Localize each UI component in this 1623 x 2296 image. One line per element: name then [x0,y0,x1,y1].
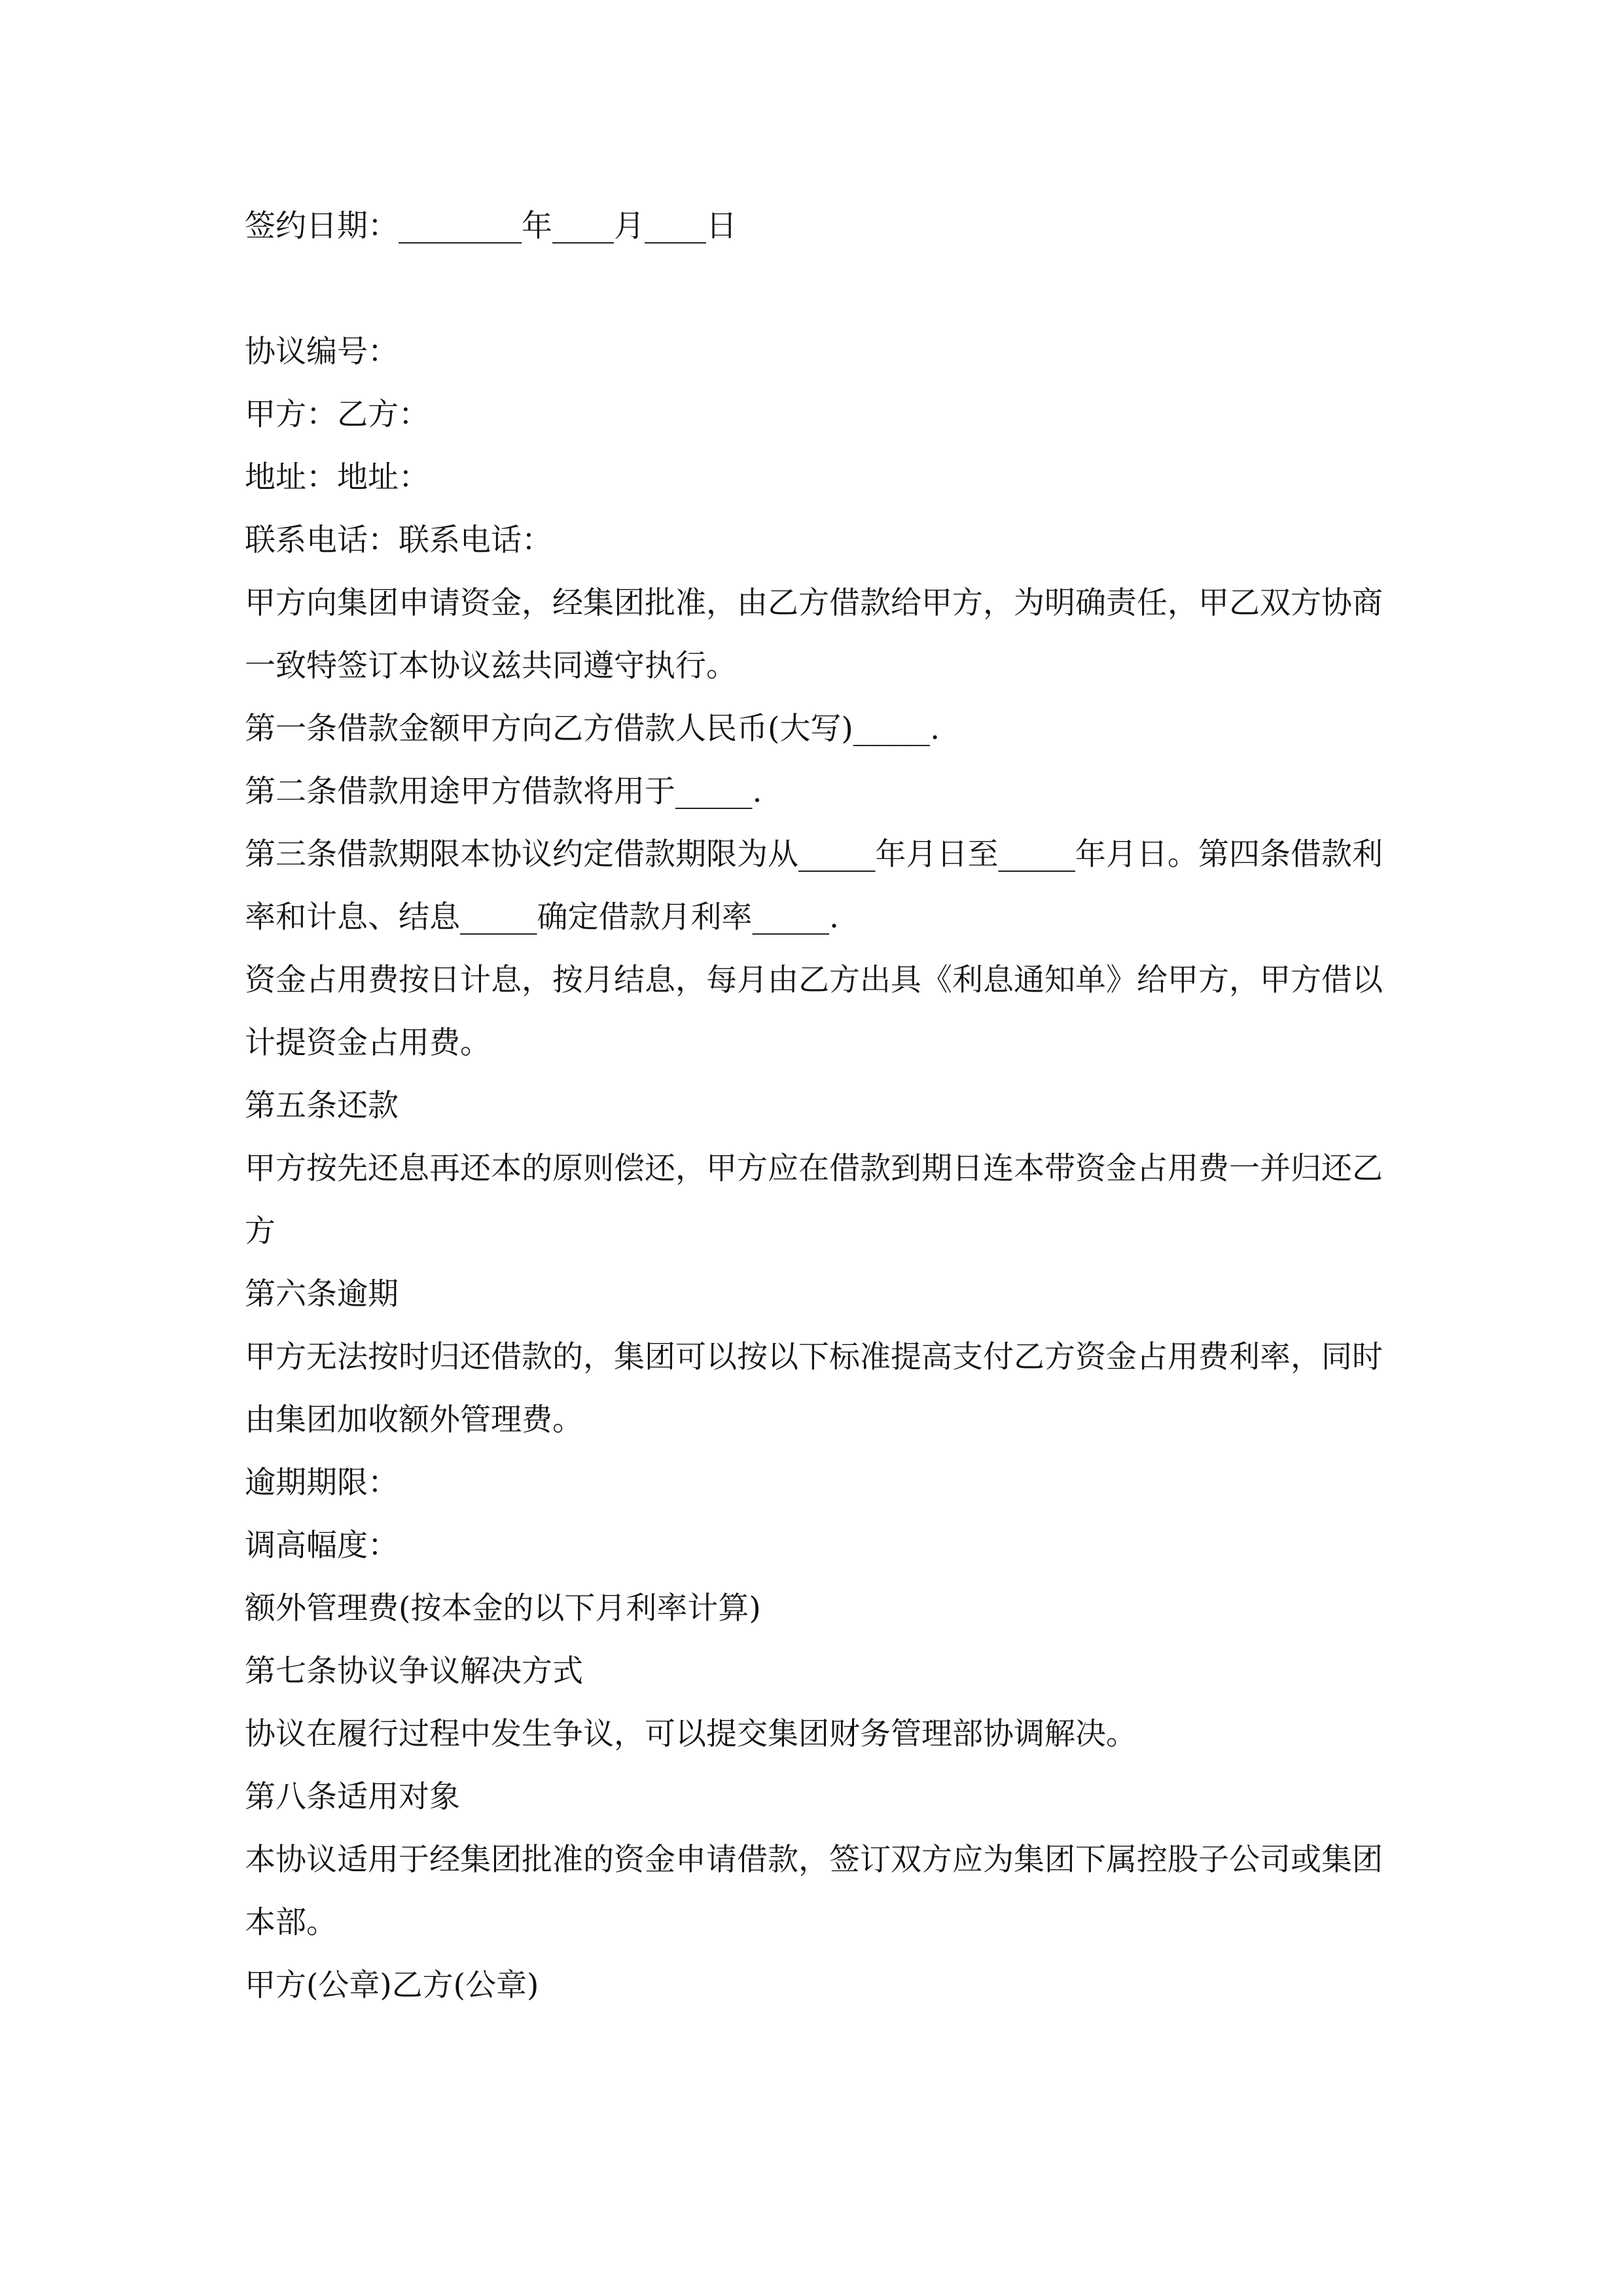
article-5-body: 甲方按先还息再还本的原则偿还，甲方应在借款到期日连本带资金占用费一并归还乙方 [245,1151,1383,1249]
agreement-body [245,195,1383,2017]
overdue-period: 逾期期限： [245,1465,399,1501]
article-8-title: 第八条适用对象 [245,1779,460,1815]
preamble-paragraph: 甲方向集团申请资金，经集团批准，由乙方借款给甲方，为明确责任，甲乙双方协商一致特签订本协议兹共同遵守执行。 [245,585,1383,684]
agreement-number: 协议编号： [245,334,399,370]
address-line: 地址：地址： [245,459,429,495]
article-2: 第二条借款用途甲方借款将用于_____. [245,774,762,810]
article-1: 第一条借款金额甲方向乙方借款人民币(大写)_____. [245,711,940,747]
interest-note: 资金占用费按日计息，按月结息，每月由乙方出具《利息通知单》给甲方，甲方借以计提资金占用费。 [245,962,1383,1061]
article-7-title: 第七条协议争议解决方式 [245,1653,583,1689]
article-7-body: 协议在履行过程中发生争议，可以提交集团财务管理部协调解决。 [245,1716,1137,1752]
article-6-title: 第六条逾期 [245,1276,399,1312]
adjustment-range: 调高幅度： [245,1528,399,1564]
signing-date: 签约日期：________年____月____日 [245,208,737,244]
article-3-4: 第三条借款期限本协议约定借款期限为从_____年月日至_____年月日。第四条借款利率和计息、结息_____确定借款月利率_____. [245,836,1383,935]
phone-line: 联系电话：联系电话： [245,522,552,558]
article-8-body: 本协议适用于经集团批准的资金申请借款，签订双方应为集团下属控股子公司或集团本部。 [245,1842,1383,1941]
article-5-title: 第五条还款 [245,1088,399,1124]
extra-fee: 额外管理费(按本金的以下月利率计算) [245,1590,761,1626]
article-6-body: 甲方无法按时归还借款的，集团可以按以下标准提高支付乙方资金占用费利率，同时由集团加收额外管理费。 [245,1339,1383,1438]
parties-line: 甲方：乙方： [245,397,429,433]
seals-line: 甲方(公章)乙方(公章) [245,1967,539,2003]
